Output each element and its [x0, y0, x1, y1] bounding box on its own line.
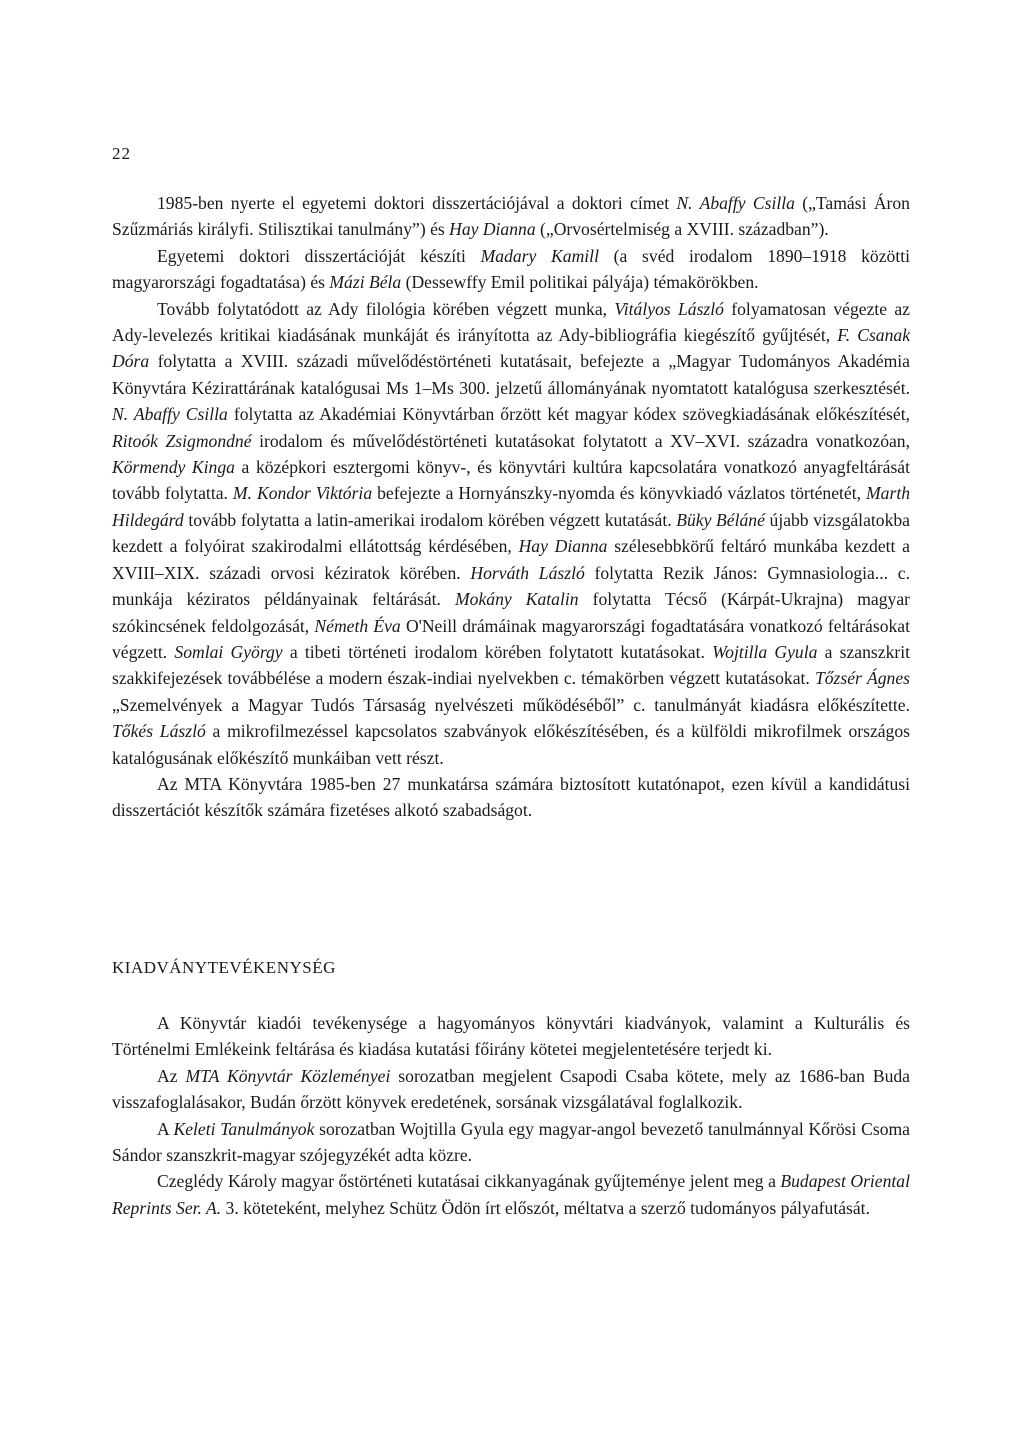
- paragraph: [112, 190, 910, 243]
- person-or-title-name: Vitályos László: [614, 298, 724, 319]
- text-run: („Tamási Áron Szűzmáriás királyfi. Stilisztikai tanulmány”) és: [112, 193, 910, 240]
- page-number: 22: [112, 144, 131, 163]
- person-or-title-name: Mokány Katalin: [455, 589, 579, 610]
- text-run: újabb vizsgálatokba kezdett a folyóirat szakirodalmi ellátottság kérdésében,: [112, 509, 910, 557]
- text-run: szélesebbkörű feltáró munkába kezdett a XVIII–XIX. századi orvosi kéziratok körében.: [112, 536, 910, 583]
- person-or-title-name: Horváth László: [470, 562, 585, 583]
- text-run: A Könyvtár kiadói tevékenysége a hagyományos könyvtári kiadványok, valamint a Kulturális és Történelmi Emlékeink feltárása és kiadása kutatási főirány kötetei megjelentetésére terjedt ki.: [112, 1013, 910, 1060]
- person-or-title-name: N. Abaffy Csilla: [676, 193, 795, 213]
- person-or-title-name: Hay Dianna: [518, 536, 608, 557]
- person-or-title-name: Somlai György: [174, 641, 283, 662]
- person-or-title-name: Tőkés László: [112, 721, 206, 742]
- paragraph: [112, 1010, 910, 1063]
- text-run: tovább folytatta a latin-amerikai irodalom körében végzett kutatását.: [183, 509, 677, 530]
- text-run: folyamatosan végezte az Ady-levelezés kritikai kiadásának munkáját és irányította az Ady-bibliográfia kiegészítő gyűjtését,: [112, 298, 910, 346]
- person-or-title-name: N. Abaffy Csilla: [112, 404, 228, 425]
- person-or-title-name: MTA Könyvtár Közleményei: [185, 1065, 391, 1086]
- paragraph: [112, 296, 910, 771]
- text-run: a középkori esztergomi könyv-, és könyvtári kultúra kapcsolatára vonatkozó anyagfeltárását tovább folytatta.: [112, 457, 910, 504]
- text-run: Tovább folytatódott az Ady filológia körében végzett munka,: [157, 298, 615, 319]
- text-run: A: [157, 1118, 174, 1139]
- text-run: irodalom és művelődéstörténeti kutatásokat folytatott a XV–XVI. századra vonatkozóan,: [251, 430, 911, 451]
- text-run: folytatta Rezik János: Gymnasiologia... c. munkája kéziratos példányainak feltárását.: [112, 562, 911, 610]
- person-or-title-name: Hay Dianna: [449, 219, 536, 240]
- text-run: sorozatban Wojtilla Gyula egy magyar-angol bevezető tanulmánnyal Kőrösi Csoma Sándor szanszkrit-magyar szójegyzékét adta közre.: [112, 1118, 910, 1166]
- text-run: folytatta Técső (Kárpát-Ukrajna) magyar szókincsének feldolgozását,: [112, 589, 910, 636]
- body-text-section-1: [112, 190, 910, 824]
- text-run: Az MTA Könyvtára 1985-ben 27 munkatársa számára biztosított kutatónapot, ezen kívül a kandidátusi disszertációt készítők számára fizetéses alkotó szabadságot.: [112, 773, 910, 821]
- text-run: Czeglédy Károly magyar őstörténeti kutatásai cikkanyagának gyűjteménye jelent meg a: [157, 1171, 781, 1192]
- text-run: sorozatban megjelent Csapodi Csaba kötete, mely az 1686-ban Buda visszafoglalásakor, Budán őrzött könyvek eredetének, sorsának vizsgálatával foglalkozik.: [112, 1065, 910, 1113]
- person-or-title-name: Keleti Tanulmányok: [173, 1118, 315, 1139]
- text-run: Az: [157, 1065, 186, 1086]
- text-run: 3. köteteként, melyhez Schütz Ödön írt előszót, méltatva a szerző tudományos pályafutását.: [221, 1197, 870, 1218]
- paragraph: [112, 1063, 910, 1116]
- text-run: Egyetemi doktori disszertációját készíti: [157, 245, 481, 266]
- person-or-title-name: Ritoók Zsigmondné: [112, 430, 252, 451]
- body-text-section-2: [112, 1010, 910, 1221]
- text-run: folytatta az Akadémiai Könyvtárban őrzött két magyar kódex szövegkiadásának előkészítését,: [227, 404, 910, 425]
- person-or-title-name: Németh Éva: [314, 615, 401, 636]
- paragraph: [112, 243, 910, 296]
- text-run: befejezte a Hornyánszky-nyomda és könyvkiadó vázlatos történetét,: [372, 483, 867, 504]
- text-run: 1985-ben nyerte el egyetemi doktori disszertációjával a doktori címet: [157, 193, 677, 213]
- section-heading: KIADVÁNYTEVÉKENYSÉG: [112, 958, 336, 977]
- person-or-title-name: Büky Béláné: [676, 509, 765, 530]
- paragraph: [112, 771, 910, 824]
- person-or-title-name: Tőzsér Ágnes: [814, 668, 910, 689]
- person-or-title-name: F. Csanak Dóra: [112, 325, 910, 372]
- text-run: a mikrofilmezéssel kapcsolatos szabványok előkészítésében, és a külföldi mikrofilmek országos katalógusának előkészítő munkáiban vett részt.: [112, 721, 910, 768]
- paragraph: [112, 1168, 910, 1221]
- text-run: folytatta a XVIII. századi művelődéstörténeti kutatásait, befejezte a „Magyar Tudományos Akadémia Könyvtára Kézirattárának katalógusai Ms 1–Ms 300. jelzetű állományának nyomtatott katalógusa szerkesztését.: [112, 351, 910, 398]
- person-or-title-name: Mázi Béla: [329, 272, 402, 293]
- text-run: („Orvosértelmiség a XVIII. században”).: [535, 219, 829, 240]
- text-run: (Dessewffy Emil politikai pályája) témakörökben.: [401, 272, 759, 293]
- person-or-title-name: Budapest Oriental Reprints Ser. A.: [112, 1171, 910, 1218]
- text-run: a szanszkrit szakkifejezések továbbélése a modern észak-indiai nyelvekben c. témakörben végzett kutatásokat.: [112, 641, 911, 689]
- person-or-title-name: Körmendy Kinga: [112, 457, 235, 478]
- text-run: (a svéd irodalom 1890–1918 közötti magyarországi fogadtatása) és: [112, 245, 910, 293]
- person-or-title-name: Madary Kamill: [480, 245, 599, 266]
- text-run: O'Neill drámáinak magyarországi fogadtatására vonatkozó feltárásokat végzett.: [112, 615, 910, 662]
- person-or-title-name: M. Kondor Viktória: [232, 483, 373, 504]
- text-run: a tibeti történeti irodalom körében folytatott kutatásokat.: [282, 641, 713, 662]
- paragraph: [112, 1116, 910, 1169]
- person-or-title-name: Marth Hildegárd: [112, 483, 910, 530]
- person-or-title-name: Wojtilla Gyula: [712, 641, 818, 662]
- text-run: „Szemelvények a Magyar Tudós Társaság nyelvészeti működéséből” c. tanulmányát kiadásra előkészítette.: [112, 694, 910, 715]
